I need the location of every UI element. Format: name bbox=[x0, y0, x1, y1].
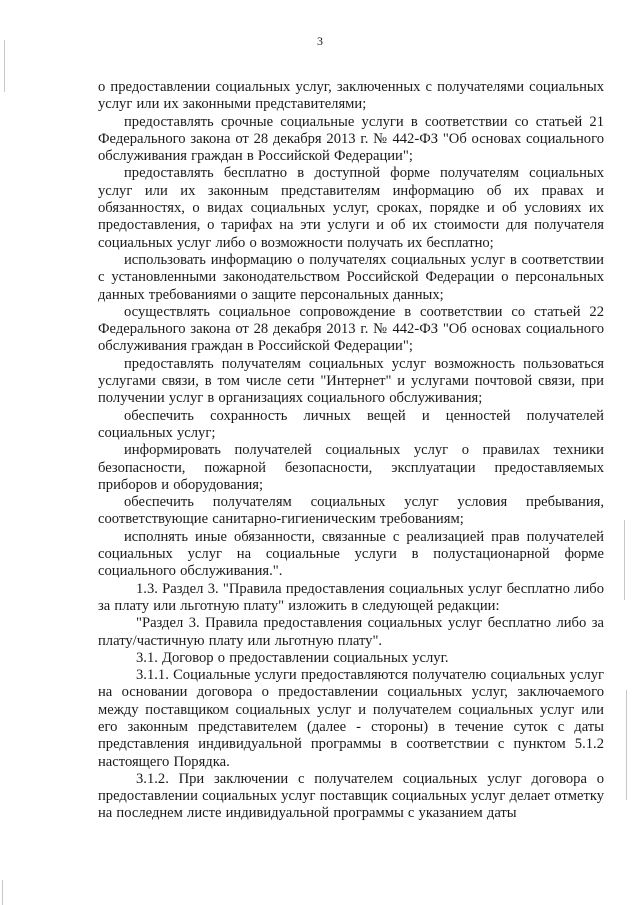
paragraph: осуществлять социальное сопровождение в соответствии со статьей 22 Федерального закона от 28 декабря 2013 г. № 442-ФЗ "Об основах социального обслуживания граждан в Российской Федерации"; bbox=[98, 303, 604, 355]
paragraph: использовать информацию о получателях социальных услуг в соответствии с установленными законодательством Российской Федерации о персональных данных требованиями о защите персональных данных; bbox=[98, 251, 604, 303]
page-number: 3 bbox=[317, 34, 323, 48]
scan-edge-left-bottom bbox=[2, 880, 3, 905]
paragraph: предоставлять срочные социальные услуги в соответствии со статьей 21 Федерального закона от 28 декабря 2013 г. № 442-ФЗ "Об основах социального обслуживания граждан в Российской Федерации"; bbox=[98, 113, 604, 165]
document-body bbox=[98, 79, 604, 823]
paragraph: информировать получателей социальных услуг о правилах техники безопасности, пожарной безопасности, эксплуатации предоставляемых приборов и оборудования; bbox=[98, 442, 604, 493]
paragraph: 3.1. Договор о предоставлении социальных услуг. bbox=[136, 649, 449, 666]
paragraph: 1.3. Раздел 3. "Правила предоставления социальных услуг бесплатно либо за плату или льготную плату" изложить в следующей редакции: bbox=[98, 580, 604, 614]
paragraph: обеспечить сохранность личных вещей и ценностей получателей социальных услуг; bbox=[98, 407, 604, 441]
paragraph: 3.1.1. Социальные услуги предоставляются получателю социальных услуг на основании договора о предоставлении социальных услуг, заключаемого между поставщиком социальных услуг и получателем социальных услуг или его законным представителем (далее - стороны) в течение суток с даты представления индивидуальной программы в соответствии с пунктом 5.1.2 настоящего Порядка. bbox=[98, 667, 604, 770]
paragraph: обеспечить получателям социальных услуг условия пребывания, соответствующие санитарно-гигиеническим требованиям; bbox=[98, 494, 604, 528]
paragraph: предоставлять получателям социальных услуг возможность пользоваться услугами связи, в том числе сети "Интернет" и услугами почтовой связи, при получении услуг в организациях социального обслуживания; bbox=[98, 355, 604, 407]
paragraph: "Раздел 3. Правила предоставления социальных услуг бесплатно либо за плату/частичную плату или льготную плату". bbox=[98, 615, 604, 649]
scan-edge-left-top bbox=[4, 40, 5, 92]
paragraph: о предоставлении социальных услуг, заключенных с получателями социальных услуг или их законными представителями; bbox=[98, 79, 604, 113]
paragraph: предоставлять бесплатно в доступной форме получателям социальных услуг или их законным представителям информацию об их правах и обязанностях, о видах социальных услуг, сроках, порядке и об условиях их предоставления, о тарифах на эти услуги и об их стоимости для получателя социальных услуг либо о возможности получать их бесплатно; bbox=[98, 165, 604, 251]
scan-edge-right bbox=[624, 520, 625, 600]
scan-edge-right-lower bbox=[626, 690, 627, 800]
paragraph: исполнять иные обязанности, связанные с реализацией прав получателей социальных услуг на социальные услуги в полустационарной форме социального обслуживания.". bbox=[98, 528, 604, 580]
paragraph: 3.1.2. При заключении с получателем социальных услуг договора о предоставлении социальных услуг поставщик социальных услуг делает отметку на последнем листе индивидуальной программы с указанием даты bbox=[98, 770, 604, 822]
